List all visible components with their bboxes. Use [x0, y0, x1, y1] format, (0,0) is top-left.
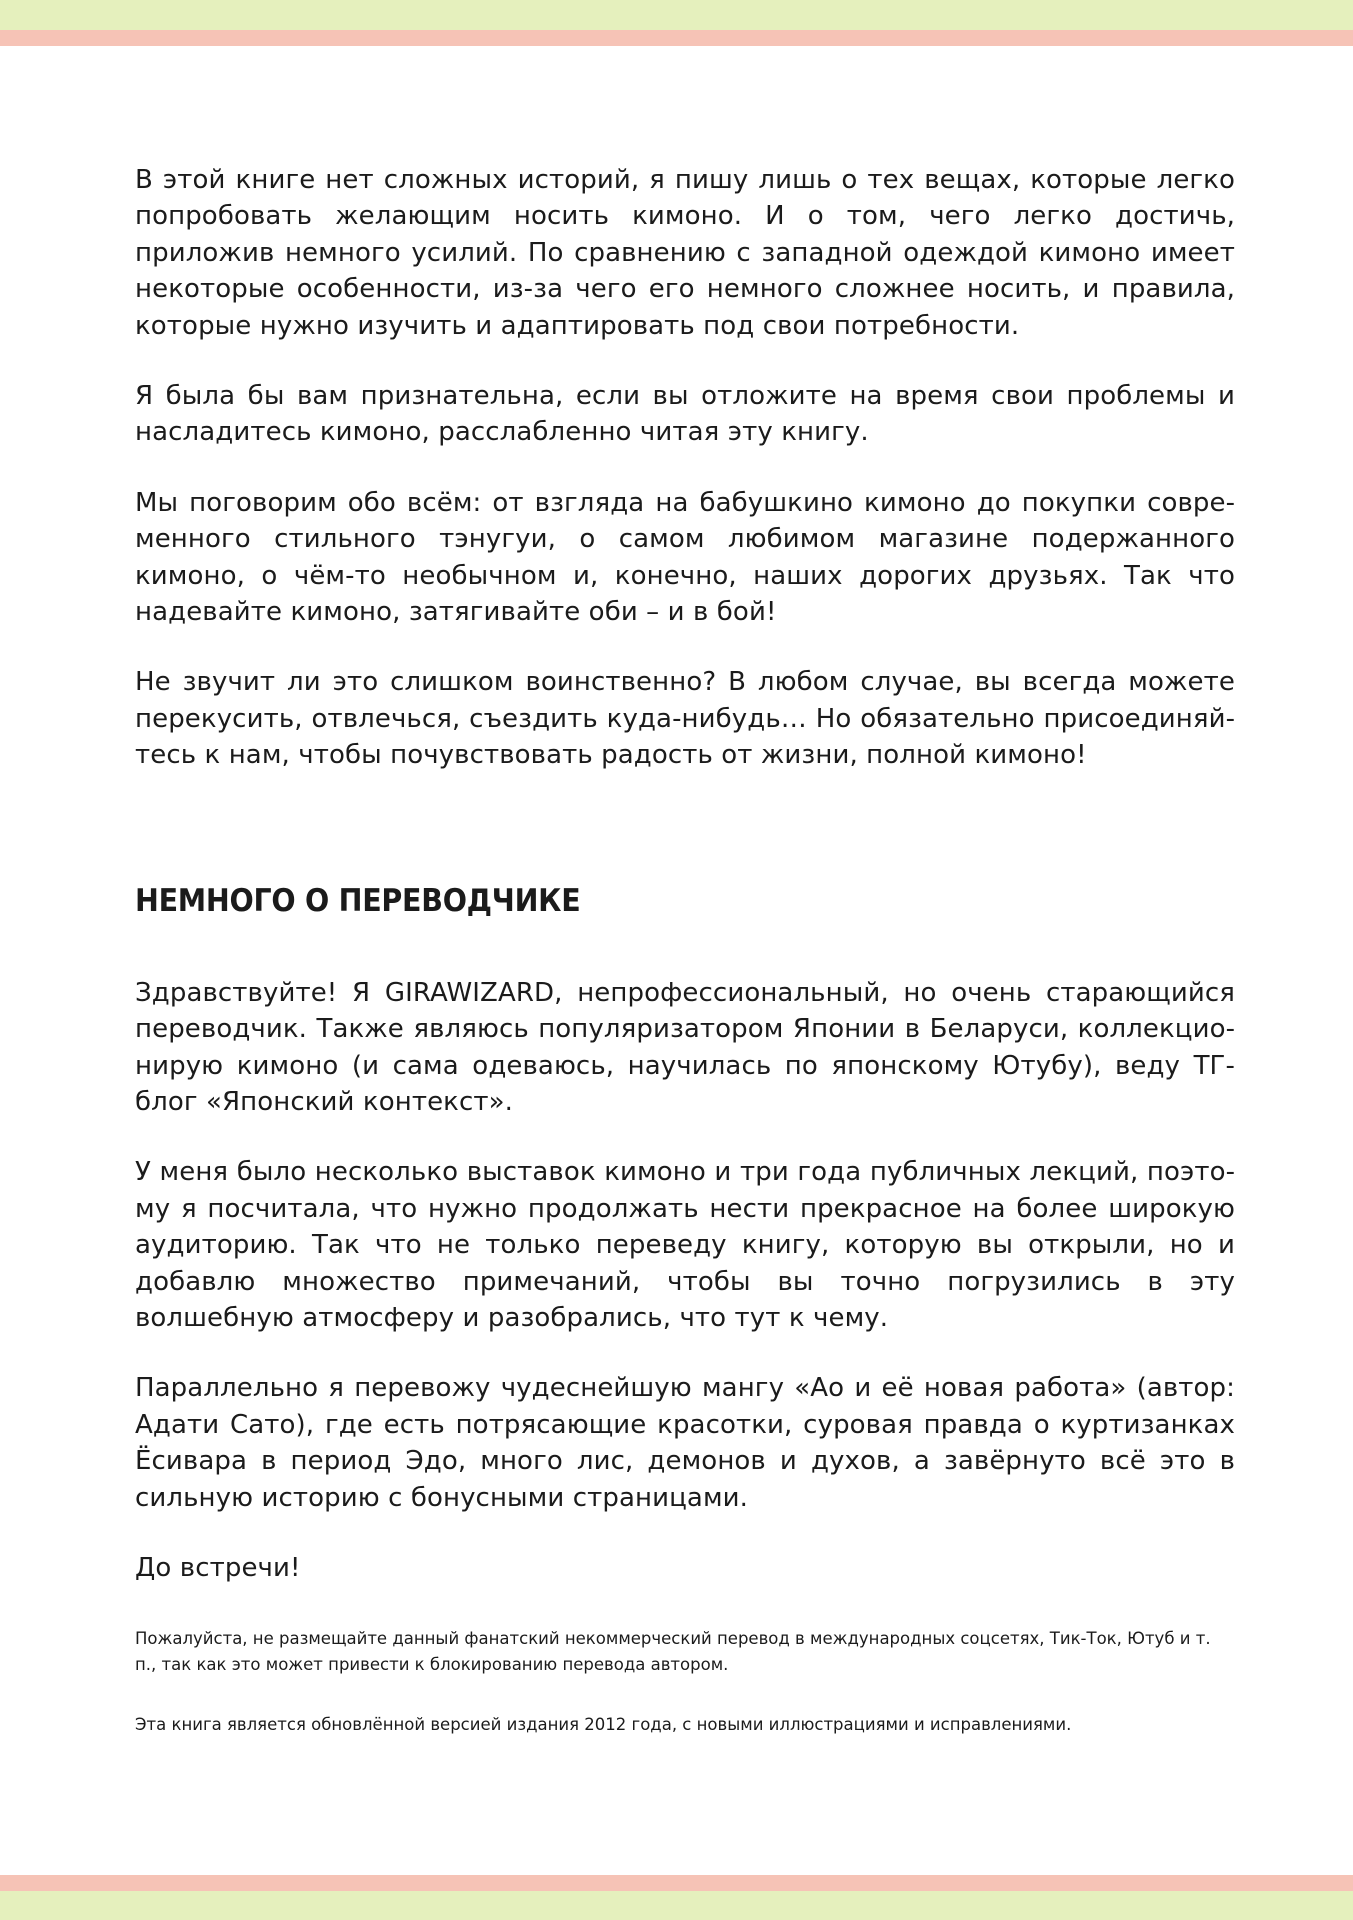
top-green-band	[0, 0, 1353, 30]
intro-paragraph-4: Не звучит ли это слишком воинственно? В любом случае, вы всегда можете перекусить, отвлечься, съездить куда-нибудь… Но обязательно присоединяйтесь к нам, чтобы почувствовать радость от жизни, полной кимоно!	[135, 667, 1235, 771]
edition-note: Эта книга является обновлённой версией издания 2012 года, с новыми иллюстрациями и исправлениями.	[135, 1715, 1072, 1735]
translator-paragraph-2: У меня было несколько выставок кимоно и три года публичных лекций, поэтому я посчитала, что нужно продолжать нести прекрасное на более широкую аудиторию. Так что не только переведу книгу, которую вы открыли, но и добавлю множество примечаний, чтобы вы точно погрузились в эту волшебную атмосферу и разобрались, что тут к чему.	[135, 1157, 1235, 1333]
translator-heading: НЕМНОГО О ПЕРЕВОДЧИКЕ	[135, 882, 581, 919]
intro-paragraph-2: Я была бы вам признательна, если вы отложите на время свои проблемы и насладитесь кимоно, расслабленно читая эту книгу.	[135, 381, 1235, 448]
translator-farewell: До встречи!	[135, 1552, 301, 1583]
translator-paragraph-3: Параллельно я перевожу чудеснейшую мангу «Ао и её новая работа» (автор: Адати Сато), где есть потрясающие красотки, суровая правда о куртизанках Ёсивара в период Эдо, много лис, демонов и духов, а завёрнуто всё это в сильную историю с бонусными страницами.	[135, 1373, 1235, 1513]
intro-paragraph-1: В этой книге нет сложных историй, я пишу лишь о тех вещах, которые легко попробовать желающим носить кимоно. И о том, чего легко достичь, приложив немного усилий. По сравнению с западной одеждой кимоно имеет некоторые особенности, из-за чего его немного сложнее носить, и правила, которые нужно изучить и адаптировать под свои потребности.	[135, 165, 1235, 341]
translator-paragraph-1: Здравствуйте! Я GIRAWIZARD, непрофессиональный, но очень старающийся переводчик. Также являюсь популяризатором Японии в Беларуси, коллекционирую кимоно (и сама одеваюсь, научилась по японскому Ютубу), веду ТГ-блог «Японский контекст».	[135, 977, 1235, 1117]
bottom-pink-band	[0, 1875, 1353, 1891]
bottom-green-band	[0, 1891, 1353, 1920]
page-content	[135, 162, 1235, 1738]
top-pink-band	[0, 30, 1353, 46]
intro-paragraph-3: Мы поговорим обо всём: от взгляда на бабушкино кимоно до покупки современного стильного тэнугуи, о самом любимом магазине подержанного кимоно, о чём-то необычном и, конечно, наших дорогих друзьях. Так что надевайте кимоно, затягивайте оби – и в бой!	[135, 487, 1235, 628]
distribution-warning-note: Пожалуйста, не размещайте данный фанатский некоммерческий перевод в международных соцсетях, Тик-Ток, Ютуб и т. п., так как это может привести к блокированию перевода автором.	[135, 1629, 1211, 1675]
